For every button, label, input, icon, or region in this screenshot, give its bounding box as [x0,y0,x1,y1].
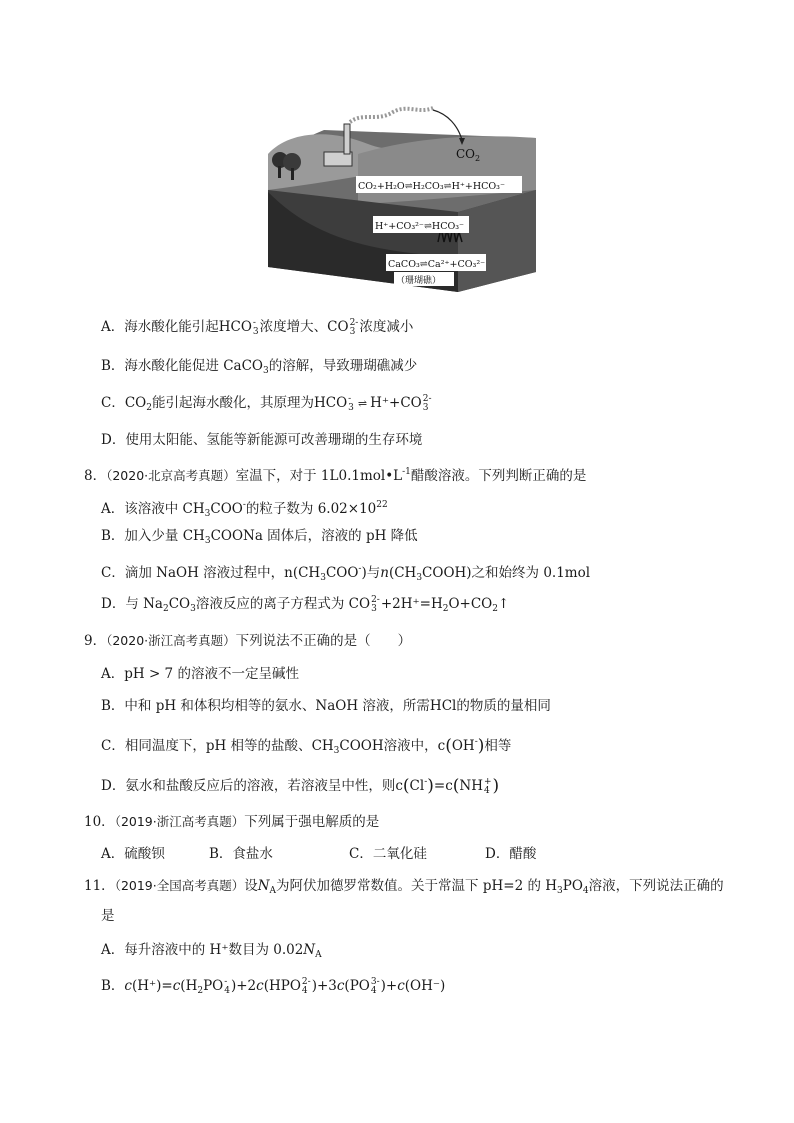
seafloor-block-diagram [268,92,536,292]
q11-option-a [101,941,322,964]
option-text: n [380,565,389,581]
option-letter: A． [101,942,125,958]
option-text: c [336,978,345,994]
option-text: PO [203,978,224,994]
option-text: COO [210,501,243,517]
question-source: （2019·浙江高考真题） [114,814,245,829]
subscript: 3 [320,573,326,583]
ion-charge [484,778,492,796]
subscript: 3 [416,573,423,583]
eq1-text: CO₂+H₂O⇌H₂CO₃⇌H⁺+HCO₃⁻ [358,181,506,192]
option-letter: B． [101,358,125,374]
option-letter: A． [101,666,125,682]
q7-option-a [101,318,413,337]
option-text: 溶液中， [383,738,438,754]
q7-option-d [101,431,422,449]
option-text: O+CO [448,596,493,612]
option-text: 每升溶液中的 H⁺数目为 0.02 [124,942,304,958]
option-text: CO [124,395,147,411]
option-letter: C． [101,738,125,754]
q11-stem-cont [101,907,115,925]
option-text: Cl [409,778,425,794]
ion-charge [302,978,311,996]
option-text: 溶液反应的离子方程式为 CO [195,596,371,612]
option-text: COOH [339,738,384,754]
q10-option-a: A．硫酸钡 [101,846,165,862]
option-text: 的溶解，导致珊瑚礁减少 [268,358,418,374]
question-text: 为阿伏加德罗常数值。关于常温下 pH=2 的 H [276,878,558,894]
option-text: ↑ [497,596,510,612]
option-text: )+2 [230,978,257,994]
question-number: 9． [84,633,107,649]
option-text: 滴加 NaOH 溶液过程中，n(CH [124,565,321,581]
ion-sub: 3 [422,402,429,413]
ion-charge [350,319,359,337]
option-text: 浓度减小 [359,319,414,335]
q10-stem [84,813,379,831]
option-text: 海水酸化能促进 CaCO [124,358,263,374]
ion-sup: + [483,776,492,787]
option-letter: A． [101,319,125,335]
superscript: -1 [402,467,411,477]
ion-sub: 4 [224,985,230,996]
option-text: COOH)之和始终为 0.1mol [422,565,591,581]
q9-stem [84,632,411,650]
ion-charge [253,319,259,337]
option-text: 与 Na [125,596,163,612]
option-text: pH > 7 的溶液不一定呈碱性 [124,666,299,682]
option-text: CH [311,738,334,754]
option-letter: A． [101,501,125,517]
q11-stem [84,877,724,900]
option-text: HCl [429,698,457,714]
option-text: (CH [388,565,417,581]
superscript: - [242,500,246,510]
tree-trunk [291,168,294,180]
question-number: 8． [84,468,107,484]
paren-open: ( [402,776,410,796]
option-text: 氨水和盐酸反应后的溶液，若溶液呈中性，则 [125,778,396,794]
subscript: 4 [582,886,589,896]
tree-trunk [278,166,281,178]
option-text: (OH⁻) [404,978,446,994]
option-text: c [256,978,264,994]
q8-stem [84,463,586,485]
option-text: NH [459,778,483,794]
option-letter: C． [101,395,125,411]
bicarbonate-ion [219,319,260,335]
subscript: 2 [146,403,152,413]
superscript: 22 [376,500,388,510]
option-text: 中和 pH 和体积均相等的氨水、NaOH 溶液，所需 [124,698,430,714]
subscript: A [315,950,322,960]
option-text: H⁺+ [370,395,401,411]
option-text: c [124,978,132,994]
question-text: 下列说法不正确的是（ ） [235,633,412,649]
q8-option-b [101,527,418,550]
q9-option-c [101,733,511,760]
subscript: 3 [557,886,563,896]
ion-sup: 3- [370,976,380,987]
q10-option-c: C．二氧化硅 [349,846,427,862]
subscript: 3 [263,366,269,376]
ion-sub: 4 [483,785,490,796]
ion-charge [423,395,432,413]
superscript: - [424,777,428,787]
question-text: 下列属于强电解质的是 [244,814,380,830]
ion-sup: - [348,393,352,404]
question-text: 醋酸溶液。下列判断正确的是 [410,468,587,484]
equilibrium-arrow-icon: ⇌ [357,397,368,410]
option-text: )+ [380,978,398,994]
q7-option-b [101,357,417,380]
option-text: +2H⁺=H [380,596,443,612]
option-text: 海水酸化能引起 [124,319,219,335]
ion-charge [371,978,380,996]
paren-close: ) [492,776,500,796]
co2-label: $CO_2$ [456,147,481,163]
option-text: c [437,738,446,754]
carbonate-ion [327,319,359,335]
q9-option-b [101,697,551,715]
option-text: = [433,778,446,794]
option-text: COONa 固体后，溶液的 pH 降低 [210,528,418,544]
question-text: PO [562,878,583,894]
ion-sup: 2- [371,594,380,605]
option-letter: D． [101,432,126,448]
option-text: (HPO [263,978,301,994]
q9-option-a [101,665,299,683]
question-source: （2020·浙江高考真题） [106,633,236,648]
ion-sub: 3 [349,326,356,337]
option-text: COO [325,565,359,581]
option-letter: D． [101,778,126,794]
ion-formula: CO [327,319,349,335]
q8-option-d [101,595,509,618]
eq3-text: CaCO₃⇌Ca²⁺+CO₃²⁻ [388,259,486,270]
option-text: (PO [344,978,370,994]
option-text: 加入少量 CH [124,528,205,544]
option-text: OH [451,738,475,754]
option-text: )与 [361,565,381,581]
option-text: (H [180,978,198,994]
option-letter: B． [101,978,125,994]
paren-open: ( [452,776,460,796]
q10-option-b: B．食盐水 [209,846,273,862]
question-source: （2020·北京高考真题） [106,468,236,483]
option-letter: D． [101,596,126,612]
question-text: 室温下，对于 1L0.1mol•L [235,468,403,484]
q9-option-d [101,773,499,796]
ion-sup: - [252,317,256,328]
q11-option-b [101,977,445,1000]
q10-option-d: D．醋酸 [485,846,537,862]
option-letter: B． [101,528,125,544]
ion-charge [224,978,230,996]
subscript: 2 [442,604,449,614]
option-text: 的粒子数为 6.02×10 [245,501,377,517]
superscript: - [474,737,478,747]
subscript: 2 [162,604,169,614]
question-text: N [257,878,270,894]
option-text: c [172,978,181,994]
option-letter: C． [101,565,125,581]
q8-option-c [101,560,590,587]
question-number: 10． [84,814,115,830]
subscript: 3 [190,604,196,614]
coral-label: （珊瑚礁） [396,276,442,286]
option-text: )+3 [311,978,337,994]
option-text: (H⁺)= [131,978,173,994]
ion-sup: 2- [301,976,311,987]
superscript: - [358,564,362,574]
ion-sub: 3 [348,402,354,413]
option-text: 的物质的量相同 [456,698,551,714]
subscript: 3 [204,509,211,519]
option-text: 相等 [484,738,512,754]
paren-open: ( [445,736,452,756]
question-text: 溶液，下列说法正确的 [588,878,724,894]
option-text: CO [168,596,191,612]
question-text: 设 [244,878,258,894]
ion-sup: - [224,976,228,987]
option-text: c [395,778,403,794]
ion-sup: 2- [422,393,432,404]
subscript: A [269,886,277,896]
subscript: 2 [197,986,204,996]
subscript: 2 [492,604,498,614]
option-text: c [445,778,453,794]
q8-option-a [101,496,388,523]
ion-charge [371,596,380,614]
chimney-icon [344,124,350,154]
option-text: 使用太阳能、氢能等新能源可改善珊瑚的生存环境 [125,432,423,448]
option-text: 浓度增大、 [259,319,328,335]
ion-sup: 2- [349,317,359,328]
question-text: 是 [101,908,115,924]
ion-sub: 4 [301,985,308,996]
option-letter: B． [101,698,125,714]
ion-charge [348,395,354,413]
eq2-text: H⁺+CO₃²⁻⇌HCO₃⁻ [375,221,465,232]
ion-sub: 3 [252,326,259,337]
smoke-icon [350,108,433,122]
question-number: 11． [84,878,115,894]
ion-sub: 3 [371,603,377,614]
q7-option-c [101,394,433,417]
option-text: N [303,942,316,958]
ion-formula: HCO [218,319,252,335]
question-source: （2019·全国高考真题） [114,878,245,893]
option-text: c [397,978,405,994]
option-text: 能引起海水酸化，其原理为 [151,395,314,411]
subscript: 3 [204,536,211,546]
subscript: 3 [333,746,340,756]
ocean-acidification-figure [268,92,536,292]
ion-formula: HCO [313,395,348,411]
ion-formula: CO [400,395,422,411]
paren-close: ) [427,776,434,796]
option-text: 该溶液中 CH [124,501,205,517]
ion-sub: 4 [370,985,377,996]
option-text: 相同温度下，pH 相等的盐酸、 [124,738,312,754]
paren-close: ) [477,736,485,756]
